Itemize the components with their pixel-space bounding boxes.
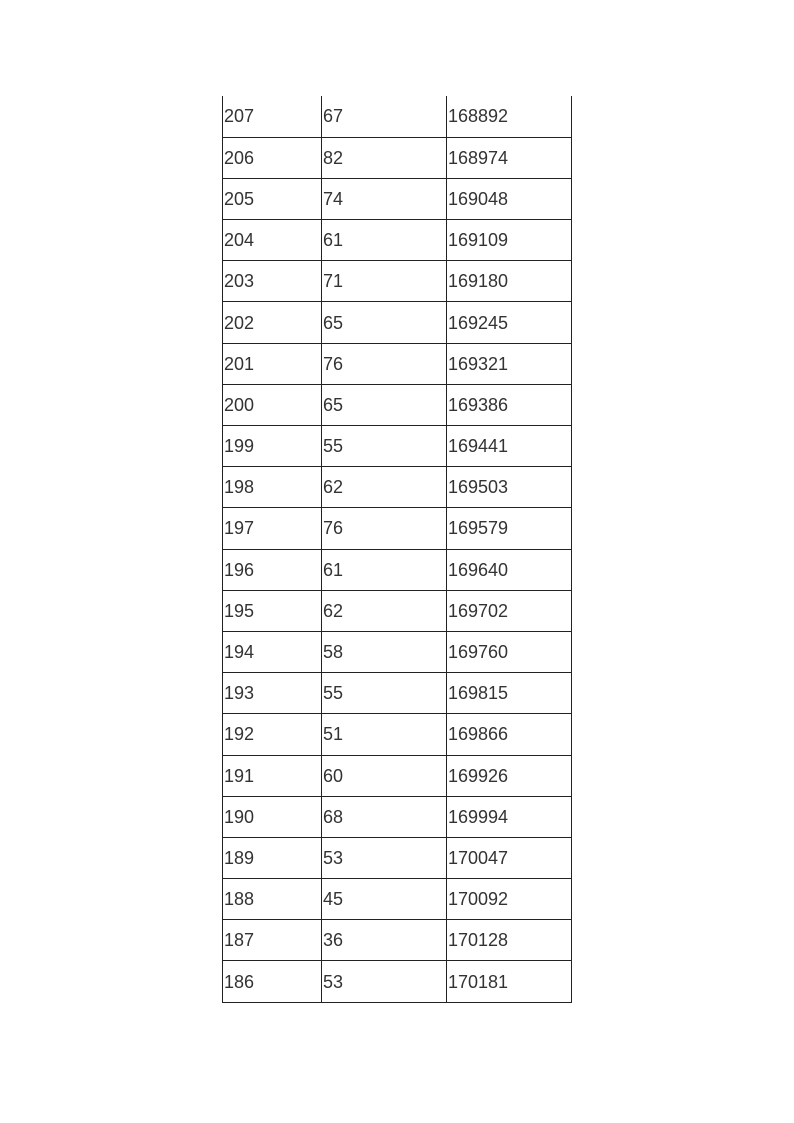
table-cell: 55 [322,673,447,714]
table-cell: 60 [322,755,447,796]
table-cell: 201 [223,343,322,384]
table-cell: 205 [223,178,322,219]
table-cell: 170181 [447,961,572,1002]
table-cell: 36 [322,920,447,961]
table-cell: 71 [322,261,447,302]
table-cell: 55 [322,426,447,467]
table-cell: 168974 [447,137,572,178]
table-row [223,673,572,714]
table-row [223,879,572,920]
table-cell: 199 [223,426,322,467]
table-row [223,508,572,549]
table-row [223,549,572,590]
table-row [223,426,572,467]
table-cell: 169994 [447,796,572,837]
table-cell: 76 [322,508,447,549]
table-row [223,837,572,878]
table-row [223,343,572,384]
table-cell: 53 [322,961,447,1002]
table-row [223,261,572,302]
table-row [223,178,572,219]
table-row [223,920,572,961]
table-cell: 169866 [447,714,572,755]
table-cell: 206 [223,137,322,178]
table-cell: 192 [223,714,322,755]
table-cell: 193 [223,673,322,714]
table-cell: 67 [322,96,447,137]
table-cell: 203 [223,261,322,302]
table-row [223,384,572,425]
table-cell: 169702 [447,590,572,631]
table-cell: 61 [322,220,447,261]
table-cell: 62 [322,590,447,631]
table-cell: 187 [223,920,322,961]
table-cell: 204 [223,220,322,261]
table-cell: 61 [322,549,447,590]
table-row [223,755,572,796]
table-cell: 195 [223,590,322,631]
table-cell: 169815 [447,673,572,714]
table-cell: 169321 [447,343,572,384]
table-cell: 194 [223,631,322,672]
table-row [223,96,572,137]
table-cell: 170047 [447,837,572,878]
table-cell: 169386 [447,384,572,425]
table-cell: 169109 [447,220,572,261]
table-cell: 168892 [447,96,572,137]
table-row [223,590,572,631]
table-row [223,137,572,178]
table-cell: 189 [223,837,322,878]
table-row [223,961,572,1002]
table-cell: 170092 [447,879,572,920]
table-row [223,302,572,343]
table-row [223,714,572,755]
table-cell: 82 [322,137,447,178]
table-cell: 196 [223,549,322,590]
table-row [223,220,572,261]
table-cell: 65 [322,302,447,343]
table-cell: 51 [322,714,447,755]
table-cell: 200 [223,384,322,425]
table-cell: 74 [322,178,447,219]
data-table [222,96,572,1003]
table-cell: 169180 [447,261,572,302]
table-row [223,796,572,837]
table-cell: 62 [322,467,447,508]
table-cell: 68 [322,796,447,837]
table-cell: 188 [223,879,322,920]
table-row [223,467,572,508]
table-cell: 58 [322,631,447,672]
table-cell: 190 [223,796,322,837]
table-cell: 169926 [447,755,572,796]
table-cell: 169640 [447,549,572,590]
table-cell: 76 [322,343,447,384]
table-row [223,631,572,672]
table-cell: 202 [223,302,322,343]
table-cell: 169245 [447,302,572,343]
table-cell: 53 [322,837,447,878]
table-cell: 169760 [447,631,572,672]
table-cell: 169441 [447,426,572,467]
table-cell: 169579 [447,508,572,549]
table-body [223,96,572,1002]
table-cell: 45 [322,879,447,920]
table-cell: 186 [223,961,322,1002]
table-cell: 191 [223,755,322,796]
table-cell: 197 [223,508,322,549]
table-cell: 207 [223,96,322,137]
table-cell: 65 [322,384,447,425]
table-cell: 169048 [447,178,572,219]
table-cell: 169503 [447,467,572,508]
table-cell: 198 [223,467,322,508]
table-cell: 170128 [447,920,572,961]
